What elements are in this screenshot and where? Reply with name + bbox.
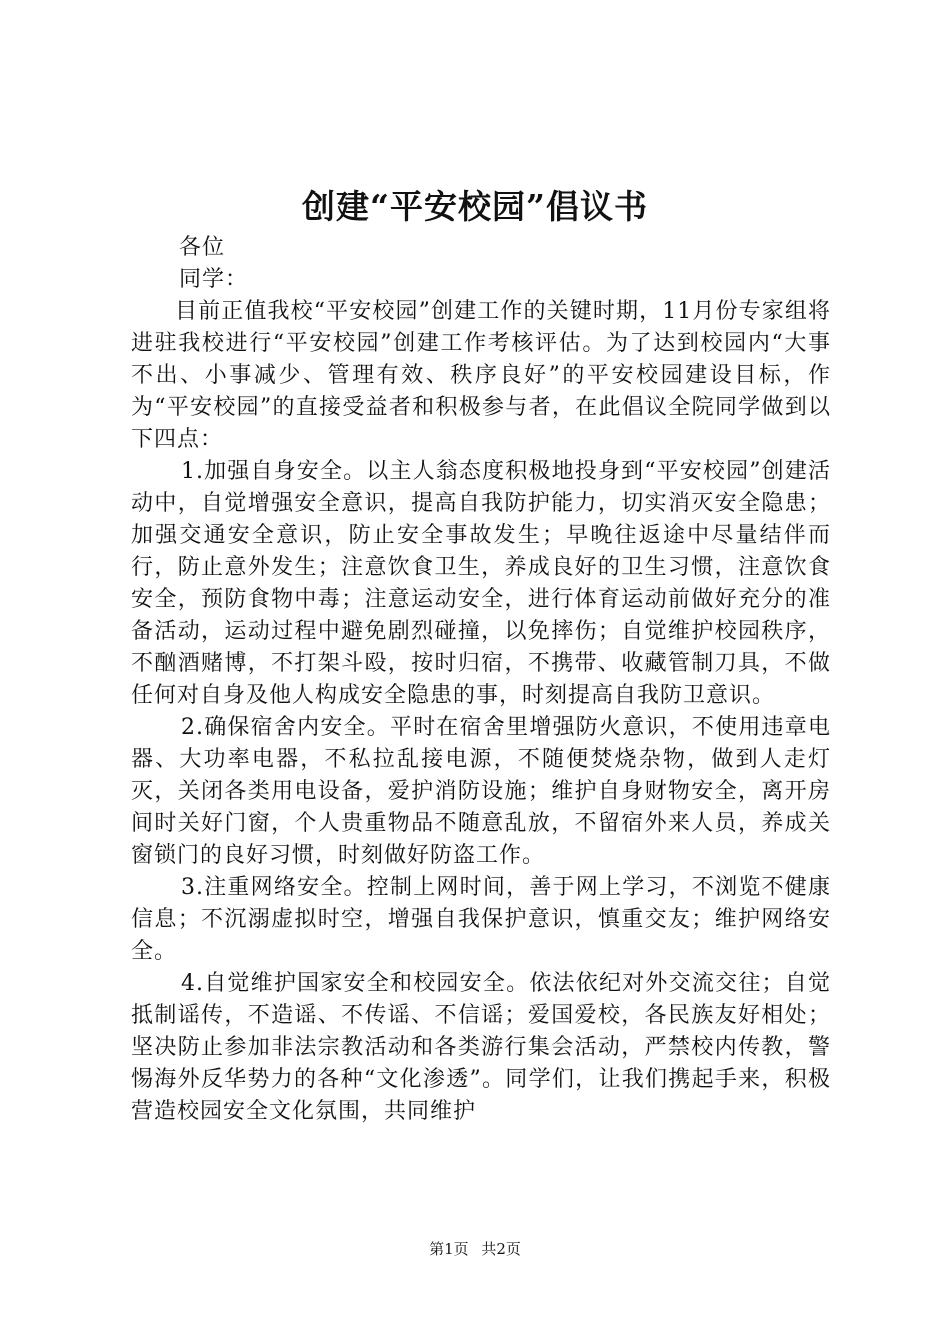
paragraph-point-1: 1.加强自身安全。以主人翁态度积极地投身到“平安校园”创建活动中，自觉增强安全意识，提高自我防护能力，切实消灭安全隐患；加强交通安全意识，防止安全事故发生；早晚往返途中尽量结伴而行，防止意外发生；注意饮食卫生，养成良好的卫生习惯，注意饮食安全，预防食物中毒；注意运动安全，进行体育运动前做好充分的准备活动，运动过程中避免剧烈碰撞，以免摔伤；自觉维护校园秩序，不酗酒赌博，不打架斗殴，按时归宿，不携带、收藏管制刀具，不做任何对自身及他人构成安全隐患的事，时刻提高自我防卫意识。 xyxy=(131,459,831,708)
document-title: 创建“平安校园”倡议书 xyxy=(302,187,648,226)
paragraph-point-3: 3.注重网络安全。控制上网时间，善于网上学习，不浏览不健康信息；不沉溺虚拟时空，增强自我保护意识，慎重交友；维护网络安全。 xyxy=(131,875,831,964)
document-body xyxy=(131,232,831,1128)
paragraph-intro: 目前正值我校“平安校园”创建工作的关键时期，11月份专家组将进驻我校进行“平安校园”创建工作考核评估。为了达到校园内“大事不出、小事减少、管理有效、秩序良好”的平安校园建设目标，作为“平安校园”的直接受益者和积极参与者，在此倡议全院同学做到以下四点： xyxy=(131,299,831,452)
salutation-line-1: 各位 xyxy=(179,235,226,260)
paragraph-point-4: 4.自觉维护国家安全和校园安全。依法依纪对外交流交往；自觉抵制谣传，不造谣、不传谣、不信谣；爱国爱校，各民族友好相处；坚决防止参加非法宗教活动和各类游行集会活动，严禁校内传教，警惕海外反华势力的各种“文化渗透”。同学们，让我们携起手来，积极营造校园安全文化氛围，共同维护 xyxy=(131,971,831,1124)
salutation-line-2: 同学： xyxy=(179,267,249,292)
page-number-total: 共2页 xyxy=(481,1240,521,1258)
page-footer xyxy=(0,1238,950,1260)
page-number-current: 第1页 xyxy=(429,1240,469,1258)
paragraph-point-2: 2.确保宿舍内安全。平时在宿舍里增强防火意识，不使用违章电器、大功率电器，不私拉乱接电源，不随便焚烧杂物，做到人走灯灭，关闭各类用电设备，爱护消防设施；维护自身财物安全，离开房间时关好门窗，个人贵重物品不随意乱放，不留宿外来人员，养成关窗锁门的良好习惯，时刻做好防盗工作。 xyxy=(131,715,831,868)
